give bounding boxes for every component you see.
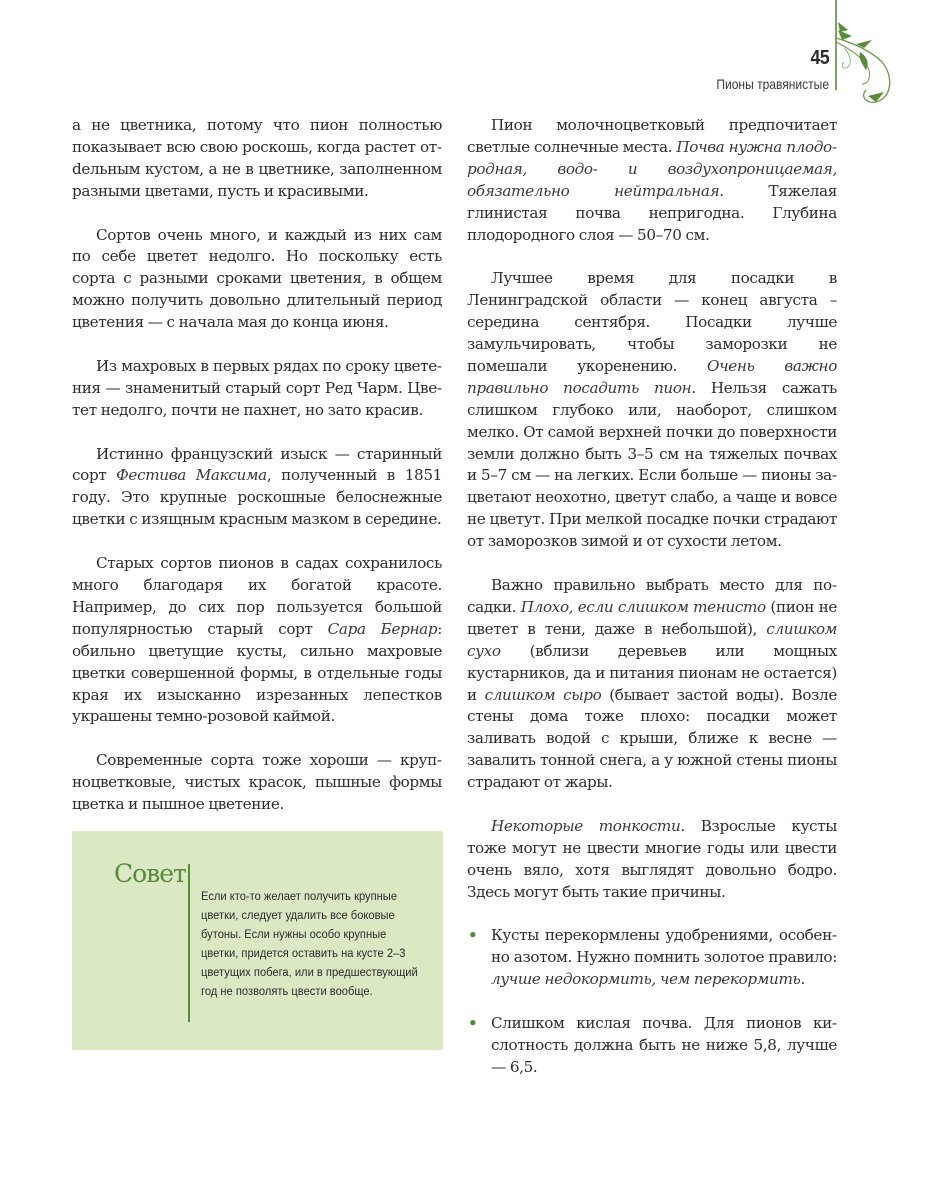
text-run: Истинно французский изыск — старинный сорт [72, 444, 442, 485]
text-run: Важно правильно выбрать место для посадки. [467, 576, 837, 616]
italic-emphasis: Некоторые тонкости [491, 816, 681, 835]
italic-emphasis: лучше недокормить, чем перекормить [491, 970, 801, 989]
bullet-item [467, 925, 837, 991]
text-run: Из махровых в первых рядах по сроку цветения — знаменитый старый сорт Ред Чарм. Цветет недолго, почти не пахнет, но зато красив. [72, 356, 442, 419]
text-run: Слишком кислая почва. Для пионов кислотность должна быть не ниже 5,8, лучше — 6,5. [491, 1014, 837, 1076]
right-text-column [467, 115, 837, 1101]
tip-divider [188, 864, 190, 1022]
text-run: Лучшее время для посадки в Ленинградской области — конец августа – середина сентября. Посадки лучше замульчировать, чтобы заморозки не помешали укоренению. [467, 269, 837, 375]
paragraph [467, 575, 837, 794]
vine-ornament-icon [830, 0, 910, 110]
text-run: . [800, 970, 805, 989]
paragraph [467, 268, 837, 553]
paragraph [467, 115, 837, 246]
italic-variety-name: Сара Бернар [327, 619, 438, 638]
paragraph [72, 444, 442, 532]
tip-text: Если кто-то желает получить крупные цветки, следует удалить все боковые бутоны. Если нужны особо крупные цветки, придется оставить на кусте 2–3 цветущих побега, или в предшествующий год не позволять цвести вообще. [201, 889, 418, 998]
text-run: (бывает застой воды). Возле стены дома тоже плохо: посадки может заливать водой с крыши, ближе к весне — завалить тонной снега, а у южной стены пионы страдают от жары. [467, 685, 837, 792]
text-run: Кусты перекормлены удобрениями, особенно азотом. Нужно помнить золотое правило: [491, 926, 837, 967]
bullet-item [467, 1013, 837, 1079]
running-header-title: Пионы травянистые [716, 76, 829, 92]
italic-emphasis: Плохо, если слишком тенисто [520, 597, 766, 616]
text-run: (пион не цветет в тени, даже в небольшой), [467, 597, 837, 638]
text-run: а не цветника, потому что пион полностью показывает всю свою роскошь, когда растет отdельным кустом, а не в цветнике, заполненном разными цветами, пусть и красивыми. [72, 116, 442, 200]
italic-emphasis: слишком сыро [484, 685, 602, 704]
bullet-dot-icon: • [468, 926, 478, 945]
italic-emphasis: Почва нужна плодородная, водо- и воздухопроницаемая, обязательно нейтральная [467, 137, 837, 200]
tip-title: Совет [114, 859, 186, 888]
text-run: Сортов очень много, и каждый из них сам по себе цветет недолго. Но поскольку есть сорта с разными сроками цветения, в общем можно получить довольно длительный период цветения — с начала мая до конца июня. [72, 225, 442, 332]
text-run: Старых сортов пионов в садах сохранилось много благодаря их богатой красоте. Например, до сих пор пользуется большой популярностью старый сорт [72, 554, 442, 638]
tip-box [72, 831, 443, 1050]
text-run: : обильно цветущие кусты, сильно махровые цветки совершенной формы, в отдельные годы края их изысканно изрезанных лепестков украшены темно-розовой каймой. [72, 619, 442, 726]
paragraph [72, 356, 442, 422]
paragraph [467, 816, 837, 904]
italic-emphasis: слишком сухо [467, 619, 837, 660]
text-run: . Взрослые кусты тоже могут не цвести многие годы или цвести очень вяло, хотя выглядят довольно бодро. Здесь могут быть такие причины. [467, 816, 837, 901]
text-run: . Тяжелая глинистая почва непригодна. Глубина плодородного слоя — 50–70 см. [467, 181, 837, 244]
text-run: , полученный в 1851 году. Это крупные роскошные белоснежные цветки с изящным красным мазком в середине. [72, 466, 442, 529]
paragraph [72, 750, 442, 816]
italic-variety-name: Фестива Максима [116, 466, 267, 485]
bullet-dot-icon: • [468, 1014, 478, 1033]
paragraph [72, 553, 442, 728]
text-run: Пион молочноцветковый предпочитает светлые солнечные места. [467, 116, 837, 156]
left-text-column [72, 115, 442, 838]
paragraph [72, 115, 442, 203]
text-run: (вблизи деревьев или мощных кустарников, да и питания пионам не остается) и [467, 641, 837, 704]
text-run: Современные сорта тоже хороши — крупноцветковые, чистых красок, пышные формы цветка и пышное цветение. [72, 751, 442, 814]
italic-emphasis: Очень важно правильно посадить пион [467, 356, 837, 397]
paragraph [72, 225, 442, 335]
page-number: 45 [810, 47, 829, 69]
text-run: . Нельзя сажать слишком глубоко или, наоборот, слишком мелко. От самой верхней почки до поверхности земли должно быть 3–5 см на тяжелых почвах и 5–7 см — на легких. Если больше — пионы зацветают неохотно, цветут слабо, а чаще и вовсе не цветут. При мелкой посадке почки страдают от заморозков зимой и от сухости летом. [467, 378, 837, 551]
